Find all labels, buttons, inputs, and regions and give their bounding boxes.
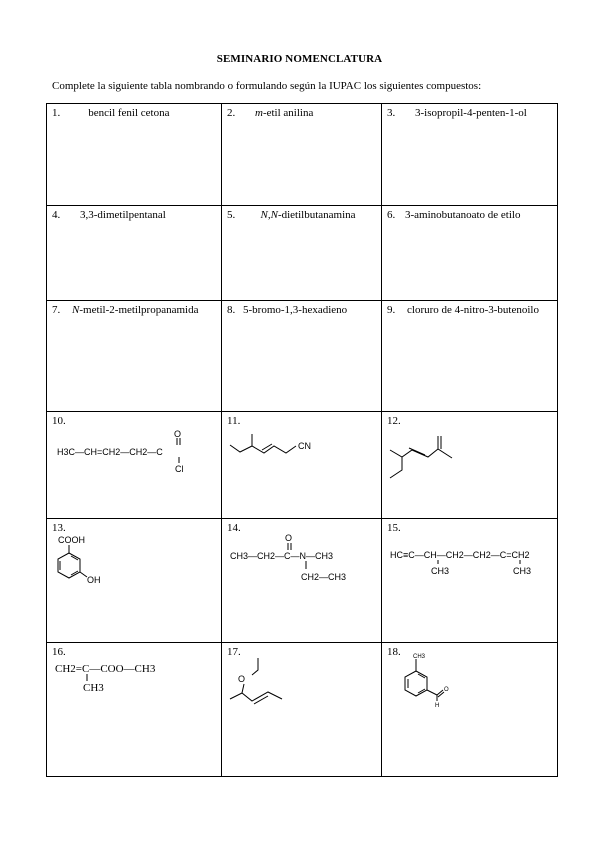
cell-4 xyxy=(47,206,222,301)
cell-label: 9. cloruro de 4-nitro-3-butenoilo xyxy=(387,304,539,316)
ester-chain: CH2=C—COO—CH3 xyxy=(55,663,156,675)
chain-text: H3C—CH=CH2—CH2—C xyxy=(57,447,163,457)
cell-18 xyxy=(382,643,558,777)
chlorine-label: Cl xyxy=(175,464,184,474)
amide-chain: CH3—CH2—C—N—CH3 xyxy=(230,551,334,561)
cell-label: 15. xyxy=(387,522,401,534)
cell-label: 6. 3-aminobutanoato de etilo xyxy=(387,209,521,221)
cell-label: 14. xyxy=(227,522,241,534)
structure-11 xyxy=(222,412,381,518)
cell-13 xyxy=(47,519,222,643)
ethyl-substituent: CH2—CH3 xyxy=(301,572,347,582)
cell-17 xyxy=(222,643,382,777)
cell-label: 16. xyxy=(52,646,66,658)
cell-3 xyxy=(382,104,558,206)
structure-15 xyxy=(382,519,557,642)
structure-17 xyxy=(222,643,381,776)
structure-16 xyxy=(47,643,221,776)
cell-2 xyxy=(222,104,382,206)
cell-label: 13. xyxy=(52,522,66,534)
cell-12 xyxy=(382,412,558,519)
cell-label: 4. 3,3-dimetilpentanal xyxy=(52,209,166,221)
structure-10 xyxy=(47,412,221,518)
oxygen-label: O xyxy=(238,674,246,684)
page-title: SEMINARIO NOMENCLATURA xyxy=(216,53,383,65)
structure-18 xyxy=(382,643,557,776)
hydrogen-label: H xyxy=(435,703,440,709)
cell-15 xyxy=(382,519,558,643)
oxygen-label: O xyxy=(285,533,293,543)
cell-label: 3. 3-isopropil-4-penten-1-ol xyxy=(387,107,527,119)
cell-label: 11. xyxy=(227,415,241,427)
hydroxyl-label: OH xyxy=(87,575,101,585)
cell-label: 17. xyxy=(227,646,241,658)
cell-6 xyxy=(382,206,558,301)
structure-13 xyxy=(47,519,221,642)
oxygen-label: O xyxy=(174,429,182,439)
cell-5 xyxy=(222,206,382,301)
cell-16 xyxy=(47,643,222,777)
cell-label: 1. bencil fenil cetona xyxy=(52,107,170,119)
methyl-label-1: CH3 xyxy=(431,566,450,576)
cell-9 xyxy=(382,301,558,412)
alkyne-chain: HC≡C—CH—CH2—CH2—C=CH2 xyxy=(390,550,530,560)
carboxyl-label: COOH xyxy=(58,535,85,545)
oxygen-label: O xyxy=(444,687,449,693)
cell-10 xyxy=(47,412,222,519)
cell-14 xyxy=(222,519,382,643)
cell-label: 10. xyxy=(52,415,66,427)
cell-1 xyxy=(47,104,222,206)
cell-label: 12. xyxy=(387,415,401,427)
exercise-table xyxy=(46,103,558,777)
cell-11 xyxy=(222,412,382,519)
cell-label: 8. 5-bromo-1,3-hexadieno xyxy=(227,304,348,316)
structure-14 xyxy=(222,519,381,642)
methyl-label: CH3 xyxy=(413,654,426,660)
cell-8 xyxy=(222,301,382,412)
instructions: Complete la siguiente tabla nombrando o formulando según la IUPAC los siguientes compuestos: xyxy=(52,80,482,92)
cell-label: 5. N,N-dietilbutanamina xyxy=(227,209,356,221)
methyl-label-2: CH3 xyxy=(513,566,532,576)
cell-label: 2. m-etil anilina xyxy=(227,107,314,119)
cell-label: 7. N-metil-2-metilpropanamida xyxy=(52,304,199,316)
methyl-label: CH3 xyxy=(83,682,104,694)
cell-label: 18. xyxy=(387,646,401,658)
nitrile-label: CN xyxy=(298,441,311,451)
structure-12 xyxy=(382,412,557,518)
cell-7 xyxy=(47,301,222,412)
